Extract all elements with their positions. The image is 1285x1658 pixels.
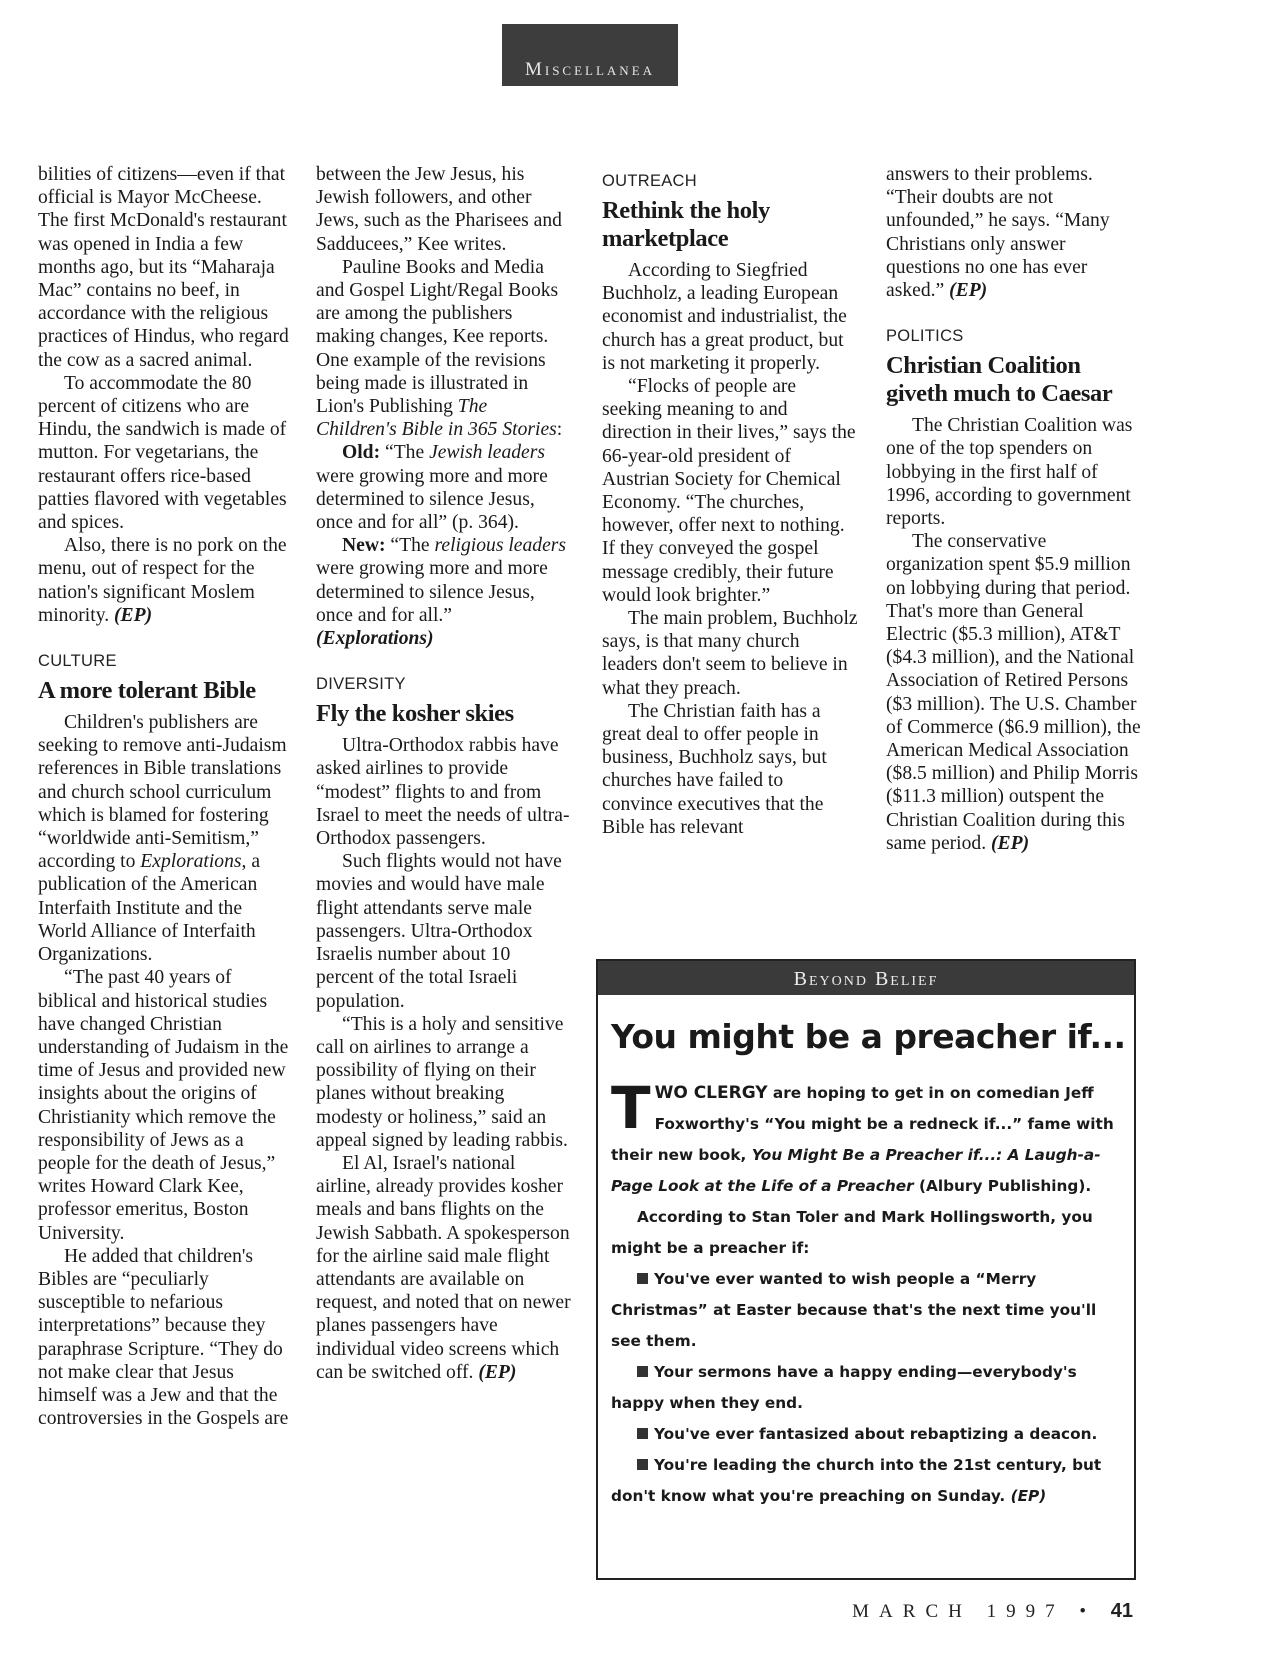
credit: (EP) (1010, 1487, 1047, 1505)
bullet-icon (637, 1428, 648, 1439)
sidebar-label: Beyond Belief (598, 961, 1134, 995)
sidebar-body (611, 1074, 1118, 1512)
list-item: You've ever fantasized about rebaptizing a deacon. (611, 1419, 1118, 1450)
page-footer (852, 1600, 1133, 1623)
section-kicker: OUTREACH (602, 172, 697, 190)
paragraph: Also, there is no pork on the menu, out of respect for the nation's significant Moslem minority. (EP) (38, 535, 287, 626)
bullet-icon (637, 1459, 648, 1470)
paragraph: According to Siegfried Buchholz, a leading European economist and industrialist, the church has a great product, but is not marketing it properly. (602, 260, 847, 374)
paragraph: between the Jew Jesus, his Jewish followers, and other Jews, such as the Pharisees and Sadducees,” Kee writes. (316, 164, 562, 255)
article-headline: Christian Coalition giveth much to Caesar (886, 352, 1113, 408)
section-kicker: CULTURE (38, 652, 117, 671)
paragraph: Pauline Books and Media and Gospel Light/Regal Books are among the publishers making changes, Kee reports. One example of the revisions being made is illustrated in Lion's Publishing The Children's Bible in 365 Stories: (316, 256, 563, 441)
column-4 (886, 163, 1141, 855)
sidebar-title: You might be a preacher if... (611, 1017, 1126, 1056)
paragraph: “The past 40 years of biblical and historical studies have changed Christian understanding of Judaism in the time of Jesus and provided new insights about the origins of Christianity which remove the responsibility of Jews as a people for the death of Jesus,” writes Howard Clark Kee, professor emeritus, Boston University. (38, 967, 289, 1244)
new-quote: New: “The religious leaders were growing more and more determined to silence Jesus, once and for all.” (Explorations) (316, 535, 567, 650)
list-item: Your sermons have a happy ending—everybody's happy when they end. (611, 1363, 1077, 1412)
column-3 (602, 163, 858, 839)
article-headline: A more tolerant Bible (38, 677, 256, 705)
bullet-icon (637, 1273, 648, 1284)
old-quote: Old: “The Jewish leaders were growing more and more determined to silence Jesus, once and for all” (p. 364). (316, 442, 548, 534)
sidebar-intro: TWO CLERGY are hoping to get in on comedian Jeff Foxworthy's “You might be a redneck if...” fame with their new book, You Might Be a Preacher if...: A Laugh-a-Page Look at the Life of a Preacher (Albury Publishing). (611, 1074, 1114, 1195)
issue-date: MARCH 1997 (852, 1601, 1065, 1622)
article-headline: Fly the kosher skies (316, 700, 514, 728)
paragraph: El Al, Israel's national airline, already provides kosher meals and bans flights on the Jewish Sabbath. A spokesperson for the airline said male flight attendants are available on request, and noted that on newer planes passengers have individual video screens which can be switched off. (EP) (316, 1152, 571, 1383)
page-number: 41 (1110, 1600, 1133, 1622)
paragraph: Children's publishers are seeking to remove anti-Judaism references in Bible translations and church school curriculum which is blamed for fostering “worldwide anti-Semitism,” according to Explorations, a publication of the American Interfaith Institute and the World Alliance of Interfaith Organizations. (38, 712, 287, 966)
section-kicker: DIVERSITY (316, 675, 406, 694)
paragraph: Such flights would not have movies and would have male flight attendants serve male passengers. Ultra-Orthodox Israelis number about 10 percent of the total Israeli population. (316, 851, 562, 1012)
drop-cap: T (611, 1074, 651, 1142)
column-2 (316, 163, 571, 1384)
paragraph: “This is a holy and sensitive call on airlines to arrange a possibility of flying on their planes without breaking modesty or holiness,” said an appeal signed by leading rabbis. (316, 1013, 568, 1151)
paragraph: The conservative organization spent $5.9 million on lobbying during that period. That's more than General Electric ($5.3 million), AT&T ($4.3 million), and the National Association of Retired Persons ($3 million). The U.S. Chamber of Commerce ($6.9 million), the American Medical Association ($8.5 million) and Philip Morris ($11.3 million) outspent the Christian Coalition during this same period. (EP) (886, 531, 1141, 854)
section-header: Miscellanea (502, 24, 678, 86)
beyond-belief-sidebar (596, 959, 1136, 1580)
paragraph: bilities of citizens—even if that official is Mayor McCheese. The first McDonald's restaurant was opened in India a few months ago, but its “Maharaja Mac” contains no beef, in accordance with the religious practices of Hindus, who regard the cow as a sacred animal. (38, 164, 289, 371)
paragraph: To accommodate the 80 percent of citizens who are Hindu, the sandwich is made of mutton. For vegetarians, the restaurant offers rice-based patties flavored with vegetables and spices. (38, 372, 287, 534)
separator: • (1079, 1601, 1096, 1622)
column-1 (38, 163, 292, 1430)
paragraph: answers to their problems. “Their doubts are not unfounded,” he says. “Many Christians only answer questions no one has ever asked.” (EP) (886, 164, 1110, 302)
paragraph: According to Stan Toler and Mark Hollingsworth, you might be a preacher if: (611, 1208, 1093, 1257)
bullet-icon (637, 1366, 648, 1377)
article-headline: Rethink the holy marketplace (602, 197, 770, 252)
paragraph: Ultra-Orthodox rabbis have asked airlines to provide “modest” flights to and from Israel to meet the needs of ultra-Orthodox passengers. (316, 735, 570, 850)
paragraph: The Christian Coalition was one of the top spenders on lobbying in the first half of 1996, according to government reports. (886, 415, 1133, 530)
section-kicker: POLITICS (886, 327, 964, 346)
paragraph: The main problem, Buchholz says, is that many church leaders don't seem to believe in what they preach. (602, 608, 858, 699)
paragraph: The Christian faith has a great deal to offer people in business, Buchholz says, but churches have failed to convince executives that the Bible has relevant (602, 700, 827, 838)
paragraph: He added that children's Bibles are “peculiarly susceptible to nefarious interpretations” because they paraphrase Scripture. “They do not make clear that Jesus himself was a Jew and that the controversies in the Gospels are (38, 1245, 289, 1430)
list-item: You've ever wanted to wish people a “Merry Christmas” at Easter because that's the next time you'll see them. (611, 1270, 1097, 1350)
credit: (EP) (114, 604, 153, 626)
list-item: You're leading the church into the 21st century, but don't know what you're preaching on Sunday. (EP) (611, 1456, 1102, 1505)
paragraph: “Flocks of people are seeking meaning to and direction in their lives,” says the 66-year-old president of Austrian Society for Chemical Economy. “The churches, however, offer next to nothing. If they conveyed the gospel message credibly, their future would look brighter.” (602, 376, 856, 606)
